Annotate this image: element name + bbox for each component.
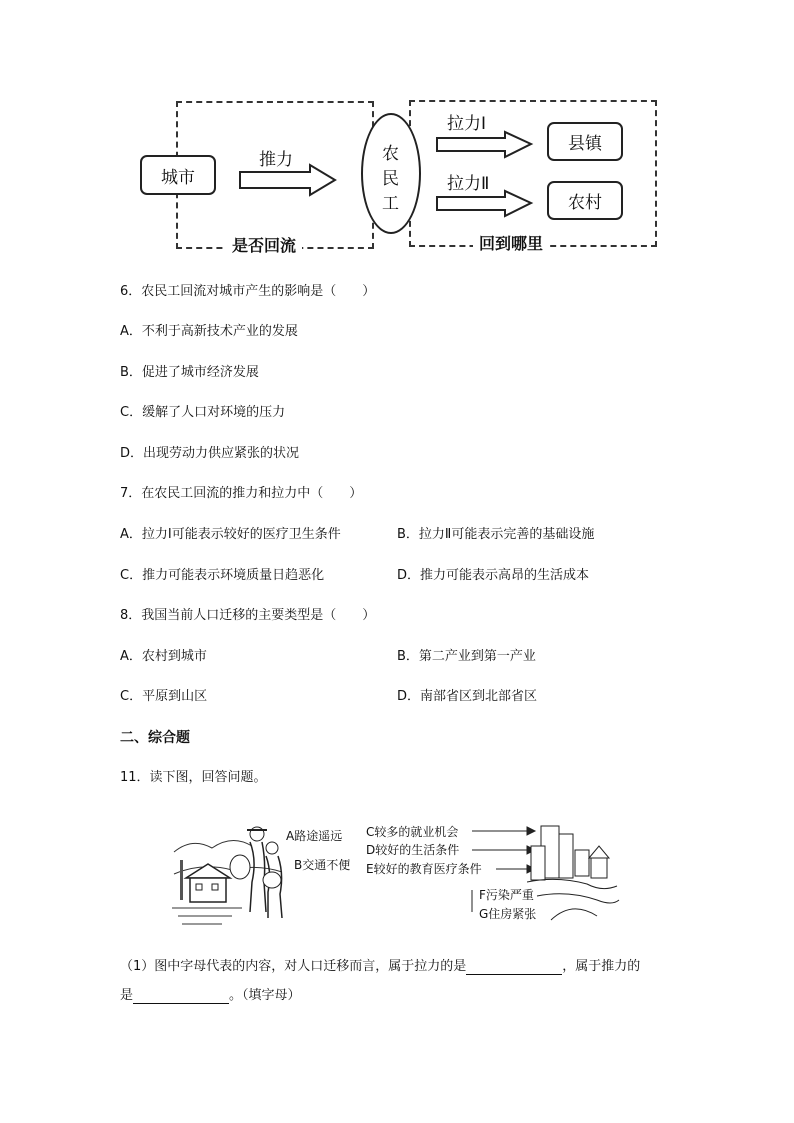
q6-option-c: C．缓解了人口对环境的压力 xyxy=(120,405,286,420)
pull1-arrow xyxy=(435,130,535,160)
migration-illustration xyxy=(172,812,622,934)
q8-option-b: B．第二产业到第一产业 xyxy=(397,649,536,664)
city-box xyxy=(140,155,216,195)
migrant-label-1: 农 xyxy=(382,144,399,164)
q11-part1-text-b: ，属于推力的 xyxy=(562,959,641,974)
pull2-label: 拉力Ⅱ xyxy=(447,174,490,194)
q11-part1-text-d: 。（填字母） xyxy=(229,988,301,1003)
q7-option-d: D．推力可能表示高昂的生活成本 xyxy=(397,568,590,583)
q8-option-a: A．农村到城市 xyxy=(120,649,207,664)
pull2-arrow xyxy=(435,189,535,219)
q6-option-b: B．促进了城市经济发展 xyxy=(120,365,259,380)
village-box xyxy=(547,181,623,220)
pull-answer-blank[interactable] xyxy=(466,960,562,975)
q7-option-b: B．拉力Ⅱ可能表示完善的基础设施 xyxy=(397,527,595,542)
q6-option-d: D．出现劳动力供应紧张的状况 xyxy=(120,446,300,461)
push-label: 推力 xyxy=(259,150,293,170)
q8-option-c: C．平原到山区 xyxy=(120,689,208,704)
county-label: 县镇 xyxy=(568,134,602,154)
migrant-label-2: 民 xyxy=(382,169,399,189)
label-f: F污染严重 xyxy=(479,888,534,902)
q11-part1-line1 xyxy=(120,959,640,975)
q11-stem: 11．读下图，回答问题。 xyxy=(120,770,267,785)
q11-part1-text-c: 是 xyxy=(120,988,134,1003)
q8-stem: 8．我国当前人口迁移的主要类型是（ ） xyxy=(120,608,376,623)
q8-option-d: D．南部省区到北部省区 xyxy=(397,689,538,704)
label-b: B交通不便 xyxy=(294,858,351,872)
label-a: A路途遥远 xyxy=(286,829,343,843)
city-scene xyxy=(527,820,622,932)
q6-stem: 6．农民工回流对城市产生的影响是（ ） xyxy=(120,284,376,299)
q7-stem: 7．在农民工回流的推力和拉力中（ ） xyxy=(120,486,363,501)
city-label: 城市 xyxy=(161,167,195,188)
migrant-label-3: 工 xyxy=(382,194,399,214)
village-label: 农村 xyxy=(568,193,602,213)
pull1-label: 拉力Ⅰ xyxy=(447,114,487,134)
q11-part1-line2 xyxy=(120,988,301,1004)
push-answer-blank[interactable] xyxy=(133,989,229,1004)
q7-option-c: C．推力可能表示环境质量日趋恶化 xyxy=(120,568,325,583)
where-label: 回到哪里 xyxy=(473,234,549,254)
q11-part1-text-a: （1）图中字母代表的内容，对人口迁移而言，属于拉力的是 xyxy=(120,959,467,974)
migrant-worker-ellipse xyxy=(361,113,421,234)
section-title: 二、综合题 xyxy=(120,730,190,746)
label-e: E较好的教育医疗条件 xyxy=(366,862,482,876)
county-box xyxy=(547,122,623,161)
label-g: G住房紧张 xyxy=(479,907,537,921)
label-d: D较好的生活条件 xyxy=(366,843,460,857)
q7-option-a: A．拉力Ⅰ可能表示较好的医疗卫生条件 xyxy=(120,527,341,542)
return-question-label: 是否回流 xyxy=(226,236,302,256)
q6-option-a: A．不利于高新技术产业的发展 xyxy=(120,324,298,339)
push-arrow xyxy=(238,163,338,197)
label-c: C较多的就业机会 xyxy=(366,825,459,839)
